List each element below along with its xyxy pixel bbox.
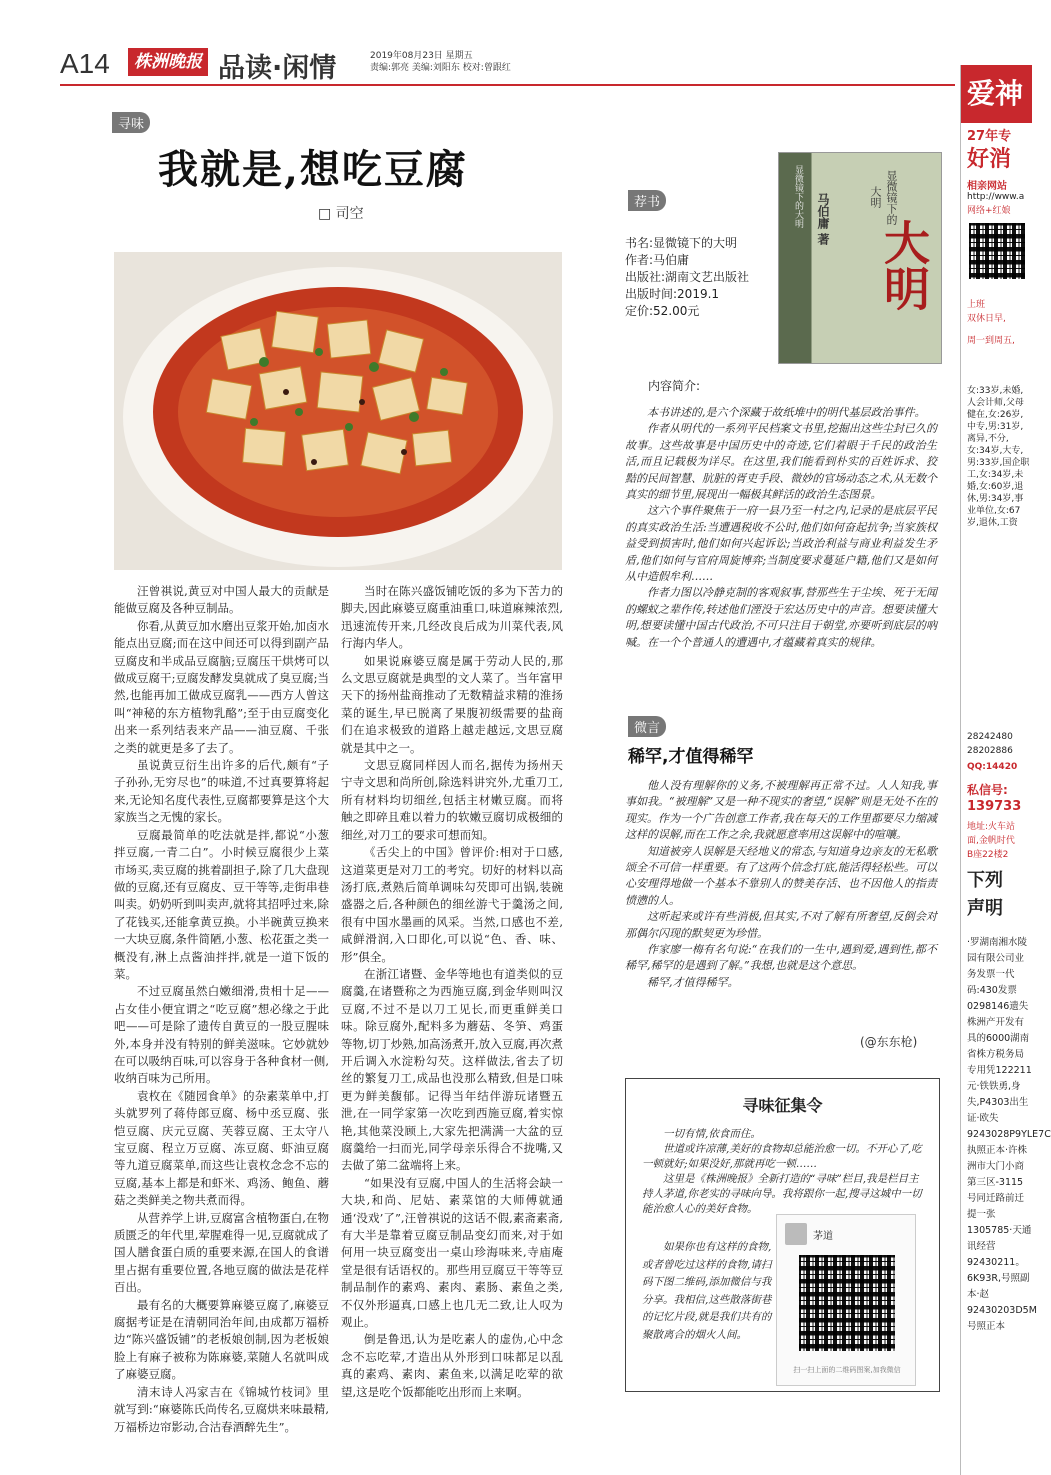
article-tag	[112, 112, 150, 133]
avatar	[785, 1223, 807, 1245]
ad-line: 相亲网站	[967, 181, 1007, 192]
classified-ads-strip	[960, 65, 1051, 1475]
paragraph: 他人没有理解你的义务,不被理解再正常不过。人人知我,事事如我。“被理解”又是一种不现实的奢望,“误解”则是无处不在的现实。作为一个广告创意工作者,我在每天的工作里都要尽力缩减这样的误解,而在工作之余,我就愿意率用这误解中的喧嚷。	[625, 779, 937, 842]
paragraph: 清末诗人冯家吉在《锦城竹枝词》里就写到:“麻婆陈氏尚传名,豆腐烘来味最精,万福桥边帘影动,合沽春酒醉先生”。	[114, 1384, 329, 1434]
card-caption: 扫一扫上面的二维码图案,加我微信	[793, 1366, 901, 1374]
book-name: 书名:显微镜下的大明	[625, 236, 738, 250]
ad-line: 上班	[967, 300, 986, 310]
wechat-card	[776, 1214, 916, 1386]
book-intro	[625, 405, 937, 651]
book-cover	[778, 152, 942, 364]
intro-heading: 内容简介:	[648, 379, 701, 393]
box-title: 寻味征集令	[742, 1096, 823, 1115]
book-tag-label: 荐书	[628, 190, 666, 211]
book-tag	[628, 190, 666, 211]
article-author: □ 司空	[318, 206, 364, 222]
ad-listings: 女:33岁,未婚,人会计师,父母健在,女:26岁,中专,男:31岁,离异,不分,女:34岁,大专,男:33岁,国企职工,女:34岁,未婚,女:60岁,退休,男:34岁,事业单位,女:67岁,退休,工资	[967, 386, 1030, 528]
tofu-dish-illustration	[114, 252, 562, 570]
paragraph: 这六个事件聚焦于一府一县乃至一村之内,记录的是底层平民的真实政治生活:当遭遇税收不公时,他们如何奋起抗争;当家族权益受到损害时,他们如何兴起诉讼;当政治利益与商业利益发生矛盾,他们如何与官府周旋博弈;当制度要求蔓延户籍,他们又是如何从中造假牟利……	[625, 504, 937, 584]
ad-line: 好消	[967, 147, 1012, 172]
notice-body: ·罗湖南湘水陵园有限公司业务发票一代码:430发票0298146遗失株洲产开发有具的6000湖南省株方税务局专用凭122211元·铁铁勇,身失,P4303出生证·欧失9243028P9YLE7C执照正本·许株洲市大门小商第三区-3115号同迁路前迁提一张1305785·天通讯经营92430211。6K93R,号照副本·赵92430203D5M号照正本	[967, 937, 1051, 1332]
ad-phone: 28202886	[967, 746, 1013, 756]
book-cover-big: 大明	[877, 219, 931, 311]
call-for-submissions-box	[625, 1078, 940, 1392]
paragraph: 从营养学上讲,豆腐富含植物蛋白,在物质匮乏的年代里,荤腥难得一见,豆腐就成了国人膳食蛋白质的重要来源,在国人的食谱里占据有重要位置,各地豆腐的做法是花样百出。	[114, 1210, 329, 1295]
ad-brand: 爱神	[961, 65, 1032, 123]
ad-line: 周一到周五,	[967, 336, 1015, 346]
ad-link[interactable]: http://www.a	[967, 192, 1025, 202]
paragraph: 文思豆腐同样因人而名,据传为扬州天宁寺文思和尚所创,除选料讲究外,尤重刀工,所有材料均切细丝,包括主材嫩豆腐。而将触之即碎且难以着力的软嫩豆腐切成极细的细丝,对刀工的要求可想而知。	[341, 758, 563, 842]
notice-heading: 下列	[967, 870, 1003, 891]
paragraph: 一切有情,依食而住。	[663, 1128, 761, 1140]
paragraph: 袁枚在《随园食单》的杂素菜单中,打头就罗列了蒋侍郎豆腐、杨中丞豆腐、张恺豆腐、庆元豆腐、芙蓉豆腐、王太守八宝豆腐、程立万豆腐、冻豆腐、虾油豆腐等九道豆腐菜单,而这些让袁枚念念不忘的豆腐,基本上都是和虾米、鸡汤、鲍鱼、蘑菇之类鲜美之物共煮而得。	[114, 1088, 329, 1208]
section-title: 品读·闲情	[218, 53, 337, 84]
card-name[interactable]: 茅道	[813, 1231, 833, 1242]
paragraph: 本书讲述的,是六个深藏于故纸堆中的明代基层政治事件。	[647, 406, 926, 419]
paragraph: 作者从明代的一系列平民档案文书里,挖掘出这些尘封已久的故事。这些故事是中国历史中的奇迹,它们着眼于千民的政治生活,而且记载极为详尽。在这里,我们能看到朴实的百姓诉求、狡黠的民间智慧、肮脏的胥吏手段、微妙的官场动态之术,从无数个真实的细节里,展现出一幅极其鲜活的政治生态图景。	[625, 422, 937, 502]
paragraph: 在浙江诸暨、金华等地也有道类似的豆腐羹,在诸暨称之为西施豆腐,到金华则叫汉豆腐,不过不是以刀工见长,而更重鲜美口味。除豆腐外,配料多为蘑菇、冬笋、鸡蛋等物,切丁炒熟,加高汤煮开,放入豆腐,再次煮开后调入水淀粉勾芡。这样做法,省去了切丝的繁复刀工,成品也没那么精致,但是口味更为鲜美馥郁。记得当年结伴游玩诸暨五泄,在一同学家第一次吃到西施豆腐,着实惊艳,其他菜没顾上,大家先把满满一大盆的豆腐羹给一扫而光,同学母亲乐得合不拢嘴,又去做了第二盆端将上来。	[341, 966, 563, 1173]
paragraph: 最有名的大概要算麻婆豆腐了,麻婆豆腐据考证是在清朝同治年间,由成都万福桥边“陈兴盛饭铺”的老板娘创制,因为老板娘脸上有麻子被称为陈麻婆,菜随人名就叫成了麻婆豆腐。	[114, 1297, 329, 1382]
paragraph: 世道或许凉薄,美好的食物却总能治愈一切。不开心了,吃一顿就好;如果没好,那就再吃一顿……	[642, 1143, 922, 1170]
paragraph: 当时在陈兴盛饭铺吃饭的多为下苦力的脚夫,因此麻婆豆腐重油重口,味道麻辣浓烈,迅速流传开来,几经改良后成为川菜代表,风行海内华人。	[341, 584, 563, 651]
book-cover-author: 马伯庸 著	[816, 193, 830, 246]
book-publisher: 出版社:湖南文艺出版社	[625, 270, 750, 284]
essay-signature: (@东东枪)	[860, 1035, 918, 1049]
article-column-1	[114, 583, 329, 1436]
article-column-2	[341, 583, 563, 1401]
editor-credits: 责编:郭亮 美编:刘阳东 校对:曾跟红	[370, 63, 511, 73]
paragraph: 《舌尖上的中国》曾评价:相对于口感,这道菜更是对刀工的考究。切好的材料以高汤打底,煮熟后简单调味勾芡即可出锅,装碗盛器之后,各种颜色的细丝游弋于羹汤之间,很有中国水墨画的风采。当然,口感也不差,咸鲜滑润,入口即化,可以说“色、香、味、形”俱全。	[341, 845, 563, 964]
book-cover-spine: 显微镜下的大明	[793, 165, 803, 228]
essay-tag	[628, 716, 666, 737]
essay-title: 稀罕,才值得稀罕	[628, 747, 754, 767]
ad-address: 地址:火车站	[967, 822, 1016, 832]
paragraph: 不过豆腐虽然白嫩细滑,贵相十足——占女佳小便宜谓之“吃豆腐”想必缘之于此吧——可是除了遗传自黄豆的一股豆腥味外,本身并没有特别的鲜美滋味。它妙就妙在可以吸纳百味,可以容身于各种食材一侧,收纳百味为己所用。	[114, 984, 329, 1086]
paragraph: 虽说黄豆衍生出许多的后代,颇有“子子孙孙,无穷尽也”的味道,不过真要算将起来,无论知名度代表性,豆腐都要算是这个大家族当之无愧的家长。	[114, 758, 329, 825]
ad-line: 网络+红娘	[967, 206, 1011, 216]
paragraph: 知道被旁人误解是天经地义的常态,与知道身边亲友的无私歌颂全不可信一样重要。有了这两个信念打底,能活得轻松些。可以心安理得地做一个基本不靠别人的赞美存活、也不因他人的指责愤懑的人。	[625, 844, 937, 907]
qr-code-icon[interactable]	[799, 1255, 895, 1351]
book-date: 出版时间:2019.1	[625, 287, 720, 301]
ad-address: B座22楼2	[967, 850, 1009, 860]
ad-mobile: 139733	[967, 799, 1022, 814]
paragraph: 这里是《株洲晚报》全新打造的“寻味”栏目,我是栏目主持人茅道,你老实的寻味向导。我将跟你一起,搜寻这城中一切能治愈人心的美好食物。	[642, 1173, 922, 1215]
paragraph: 你看,从黄豆加水磨出豆浆开始,加卤水能点出豆腐;而在这中间还可以得到副产品豆腐皮和半成品豆腐脑;豆腐压干烘烤可以做成豆腐干;豆腐发酵发臭就成了臭豆腐;当然,也能再加工做成豆腐乳——西方人曾这叫“神秘的东方植物乳酪”;至于由豆腐变化出来一系列结表来产品——油豆腐、千张之类的就更是多了去了。	[114, 618, 329, 755]
book-author: 作者:马伯庸	[625, 253, 690, 267]
ad-wechat: 私信号:	[967, 783, 1008, 797]
paragraph: “如果没有豆腐,中国人的生活将会缺一大块,和尚、尼姑、素菜馆的大师傅就通通‘没戏’了”,汪曾祺说的这话不假,素斋素斋,有大半是靠着豆腐豆制品变幻而来,对于如何用一块豆腐变出一桌山珍海味来,寺庙庵堂是很有话语权的。那些用豆腐豆干等等豆制品制作的素鸡、素肉、素肠、素鱼之类,不仅外形逼真,口感上也几无二致,让人叹为观止。	[341, 1175, 563, 1330]
book-info	[625, 235, 765, 320]
issue-date: 2019年08月23日 星期五	[370, 51, 473, 61]
paragraph: 稀罕,才值得稀罕。	[647, 975, 739, 989]
qr-code-icon[interactable]	[969, 223, 1025, 279]
paragraph: 如果说麻婆豆腐是属于劳动人民的,那么文思豆腐就是典型的文人菜了。当年富甲天下的扬州盐商推动了无数精益求精的淮扬菜的诞生,早已脱离了果腹初级需要的盐商们在追求极致的道路上越走越远,文思豆腐就是其中之一。	[341, 653, 563, 755]
notice-heading: 声明	[967, 898, 1003, 919]
article-tag-label: 寻味	[112, 112, 150, 133]
essay-tag-label: 微言	[628, 716, 666, 737]
page-number: A14	[60, 48, 110, 79]
ad-phone: 28242480	[967, 732, 1013, 742]
mapo-tofu-photo	[114, 252, 562, 570]
paragraph: 汪曾祺说,黄豆对中国人最大的贡献是能做豆腐及各种豆制品。	[114, 584, 329, 616]
book-cover-title: 显微镜下的大明	[869, 169, 898, 225]
paragraph: 作家廖一梅有名句说:“在我们的一生中,遇到爱,遇到性,都不稀罕,稀罕的是遇到了解。”我想,也就是这个意思。	[625, 943, 937, 973]
paragraph: 这听起来或许有些消极,但其实,不对了解有所奢望,反倒会对那偶尔闪现的默契更为珍惜。	[625, 910, 937, 940]
newspaper-logo: 株洲晚报	[128, 48, 208, 76]
header-rule	[60, 84, 955, 86]
ad-address: 面,金帆时代	[967, 836, 1015, 846]
book-price: 定价:52.00元	[625, 304, 700, 318]
article-title: 我就是,想吃豆腐	[158, 146, 468, 193]
paragraph: 作者力图以冷静克制的客观叙事,替那些生于尘埃、死于无闻的螺蚁之辈作传,转述他们湮没于宏达历史中的声音。想要读懂大明,想要读懂中国古代政治,不可只注目于朝堂,亦要听到底层的吶喊。在一个个普通人的遭遇中,才蕴藏着真实的规律。	[625, 586, 937, 649]
box-text	[642, 1127, 926, 1217]
paragraph: 倒是鲁迅,认为是吃素人的虚伪,心中念念不忘吃荤,才造出从外形到口味都足以乱真的素鸡、素肉、素鱼来,以满足吃荤的欲望,这是吃个饭都能吃出形而上来啊。	[341, 1332, 563, 1399]
ad-line: 27年专	[967, 129, 1012, 144]
ad-line: 双休日早,	[967, 314, 1006, 324]
ad-qq: QQ:14420	[967, 762, 1018, 772]
box-text-2	[642, 1239, 772, 1344]
issue-meta	[370, 50, 511, 74]
paragraph: 如果你也有这样的食物,或者曾吃过这样的食物,请扫码下图二维码,添加微信与我分享。我相信,这些散落街巷的记忆片段,就是我们共有的聚散离合的烟火人间。	[642, 1241, 772, 1341]
paragraph: 豆腐最简单的吃法就是拌,都说“小葱拌豆腐,一青二白”。小时候豆腐很少上菜市场买,卖豆腐的挑着副担子,除了几大盘现做的豆腐,还有豆腐皮、豆干等等,走街串巷叫卖。奶奶听到叫卖声,就将其招呼过来,除了花钱买,还能拿黄豆换。小半碗黄豆换来一大块豆腐,条件简陋,小葱、松花蛋之类一概没有,淋上点酱油拌拌,就是一道下饭的菜。	[114, 827, 329, 981]
essay-body	[625, 778, 937, 991]
